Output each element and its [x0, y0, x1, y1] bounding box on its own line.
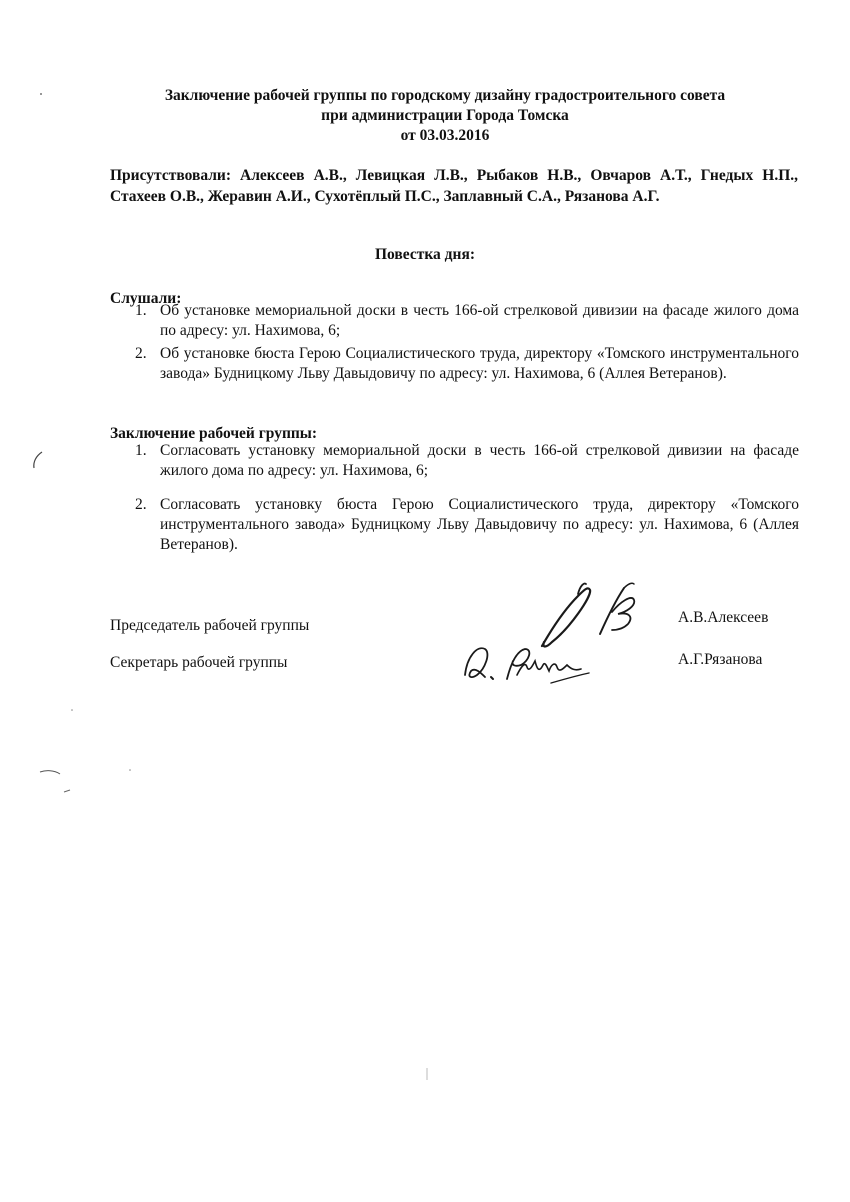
- document-title: [0, 86, 850, 146]
- title-line-3: от 03.03.2016: [400, 127, 490, 144]
- secretary-name: А.Г.Рязанова: [678, 651, 763, 668]
- conclusion-item-text: Согласовать установку бюста Герою Социалистического труда, директору «Томского инструментального завода» Будницкому Льву Давыдовичу по адресу: ул. Нахимова, 6 (Аллея Ветеранов).: [160, 496, 799, 553]
- conclusion-item: [135, 495, 799, 555]
- agenda-heading: Повестка дня:: [375, 246, 475, 263]
- title-line-1: Заключение рабочей группы по городскому дизайну градостроительного совета: [164, 87, 726, 104]
- chair-role: Председатель рабочей группы: [110, 617, 310, 634]
- secretary-signature: [455, 635, 605, 695]
- conclusion-item-number: 2.: [135, 496, 147, 513]
- heard-item-text: Об установке бюста Герою Социалистического труда, директору «Томского инструментального завода» Будницкому Льву Давыдовичу по адресу: ул. Нахимова, 6 (Аллея Ветеранов).: [160, 345, 799, 382]
- chair-name: А.В.Алексеев: [678, 609, 769, 626]
- heard-item: [135, 344, 799, 384]
- heard-item: [135, 301, 799, 341]
- attendees-paragraph: Присутствовали: Алексеев А.В., Левицкая Л.В., Рыбаков Н.В., Овчаров А.Т., Гнедых Н.П., Стахеев О.В., Жеравин А.И., Сухотёплый П.С., Заплавный С.А., Рязанова А.Г.: [110, 167, 798, 205]
- conclusion-item: [135, 441, 799, 481]
- heard-heading: Слушали:: [110, 290, 182, 307]
- secretary-role: Секретарь рабочей группы: [110, 654, 288, 671]
- heard-list: [135, 301, 799, 384]
- heard-item-number: 1.: [135, 302, 147, 319]
- conclusion-heading: Заключение рабочей группы:: [110, 425, 318, 442]
- conclusion-item-text: Согласовать установку мемориальной доски в честь 166-ой стрелковой дивизии на фасаде жилого дома по адресу: ул. Нахимова, 6;: [160, 442, 799, 479]
- heard-item-text: Об установке мемориальной доски в честь 166-ой стрелковой дивизии на фасаде жилого дома по адресу: ул. Нахимова, 6;: [160, 302, 799, 339]
- conclusion-list: [135, 441, 799, 555]
- heard-item-number: 2.: [135, 345, 147, 362]
- title-line-2: при администрации Города Томска: [321, 107, 569, 124]
- conclusion-item-number: 1.: [135, 442, 147, 459]
